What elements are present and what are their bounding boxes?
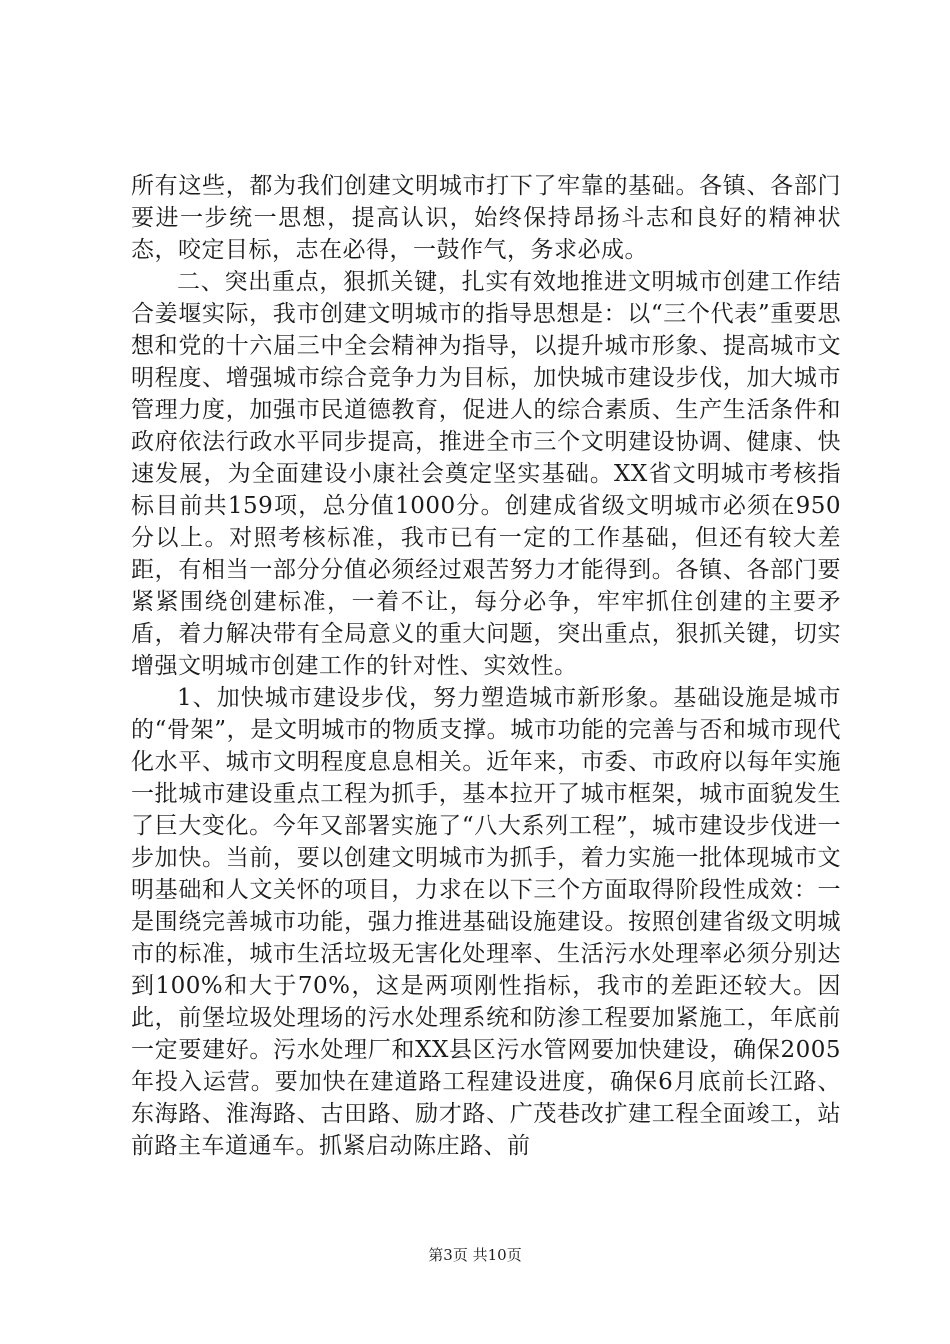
page-number-footer: 第3页 共10页 (428, 1246, 522, 1264)
paragraph-2: 二、突出重点，狠抓关键，扎实有效地推进文明城市创建工作结合姜堰实际，我市创建文明城市的指导思想是：以“三个代表”重要思想和党的十六届三中全会精神为指导，以提升城市形象、提高城市文明程度、增强城市综合竞争力为目标，加快城市建设步伐，加大城市管理力度，加强市民道德教育，促进人的综合素质、生产生活条件和政府依法行政水平同步提高，推进全市三个文明建设协调、健康、快速发展，为全面建设小康社会奠定坚实基础。XX省文明城市考核指标目前共159项，总分值1000分。创建成省级文明城市必须在950分以上。对照考核标准，我市已有一定的工作基础，但还有较大差距，有相当一部分分值必须经过艰苦努力才能得到。各镇、各部门要紧紧围绕创建标准，一着不让，每分必争，牢牢抓住创建的主要矛盾，着力解决带有全局意义的重大问题，突出重点，狠抓关键，切实增强文明城市创建工作的针对性、实效性。 (131, 269, 841, 679)
paragraph-3: 1、加快城市建设步伐，努力塑造城市新形象。基础设施是城市的“骨架”，是文明城市的物质支撑。城市功能的完善与否和城市现代化水平、城市文明程度息息相关。近年来，市委、市政府以每年实施一批城市建设重点工程为抓手，基本拉开了城市框架，城市面貌发生了巨大变化。今年又部署实施了“八大系列工程”，城市建设步伐进一步加快。当前，要以创建文明城市为抓手，着力实施一批体现城市文明基础和人文关怀的项目，力求在以下三个方面取得阶段性成效：一是围绕完善城市功能，强力推进基础设施建设。按照创建省级文明城市的标准，城市生活垃圾无害化处理率、生活污水处理率必须分别达到100%和大于70%，这是两项刚性指标，我市的差距还较大。因此，前堡垃圾处理场的污水处理系统和防渗工程要加紧施工，年底前一定要建好。污水处理厂和XX县区污水管网要加快建设，确保2005年投入运营。要加快在建道路工程建设进度，确保6月底前长江路、东海路、淮海路、古田路、励才路、广茂巷改扩建工程全面竣工，站前路主车道通车。抓紧启动陈庄路、前 (131, 685, 841, 1159)
document-body (131, 170, 841, 1162)
paragraph-1: 所有这些，都为我们创建文明城市打下了牢靠的基础。各镇、各部门要进一步统一思想，提高认识，始终保持昂扬斗志和良好的精神状态，咬定目标，志在必得，一鼓作气，务求必成。 (131, 173, 841, 263)
